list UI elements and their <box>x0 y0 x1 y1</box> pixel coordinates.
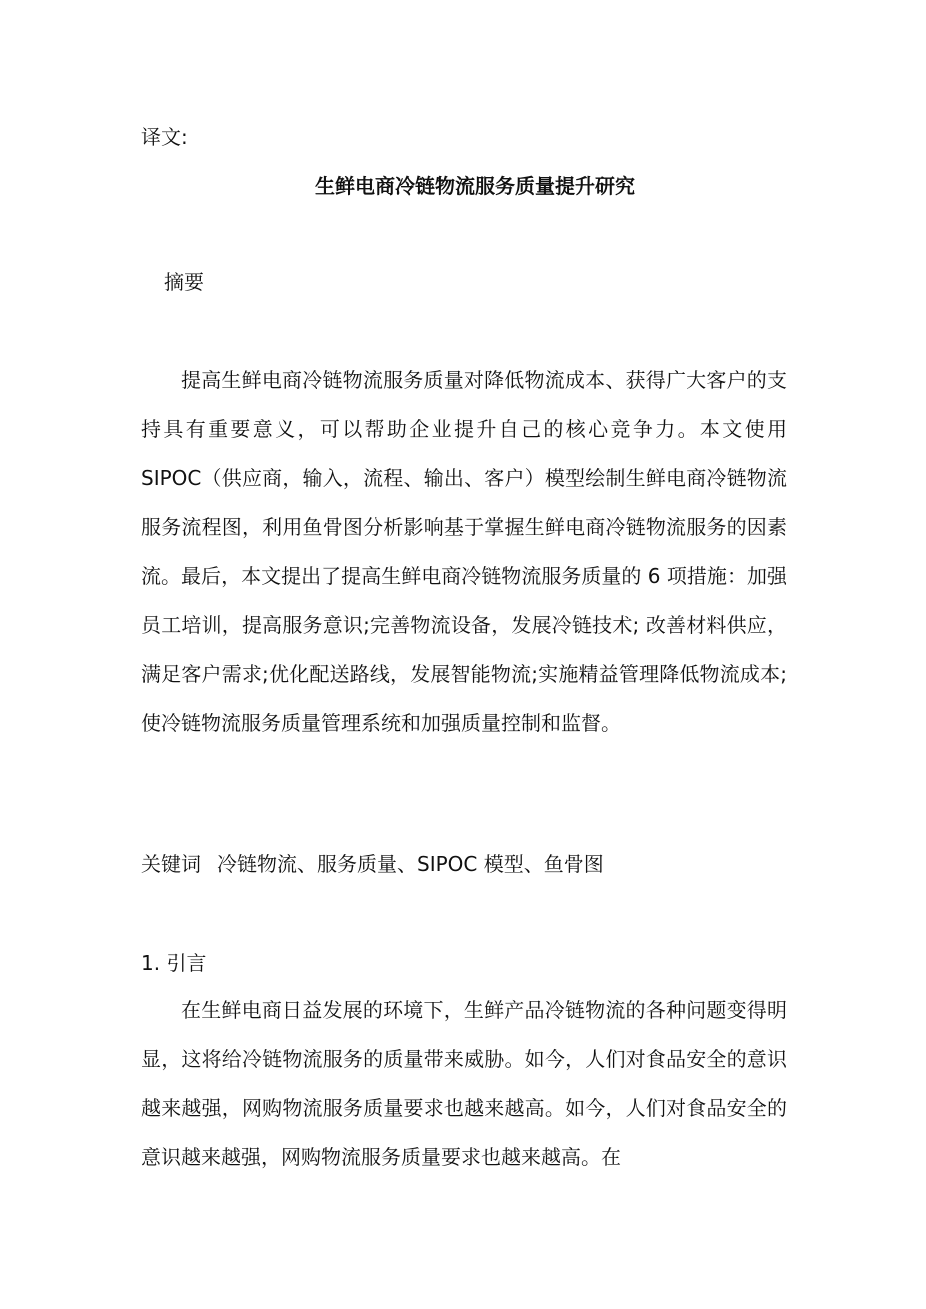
paper-title: 生鲜电商冷链物流服务质量提升研究 <box>315 174 635 198</box>
keywords-text: 冷链物流、服务质量、SIPOC 模型、鱼骨图 <box>217 852 604 876</box>
section-heading-introduction: 1. 引言 <box>141 951 207 975</box>
keywords-line <box>141 851 604 877</box>
introduction-paragraph: 在生鲜电商日益发展的环境下，生鲜产品冷链物流的各种问题变得明显，这将给冷链物流服务的质量带来威胁。如今，人们对食品安全的意识越来越强，网购物流服务质量要求也越来越高。如今，人们对食品安全的意识越来越强，网购物流服务质量要求也越来越高。在 <box>141 998 787 1169</box>
keywords-label: 关键词 <box>141 852 201 876</box>
abstract-paragraph: 提高生鲜电商冷链物流服务质量对降低物流成本、获得广大客户的支持具有重要意义，可以帮助企业提升自己的核心竞争力。本文使用 SIPOC（供应商，输入，流程、输出、客户）模型绘制生鲜电商冷链物流服务流程图，利用鱼骨图分析影响基于掌握生鲜电商冷链物流服务的因素流。最后，本文提出了提高生鲜电商冷链物流服务质量的 6 项措施：加强员工培训，提高服务意识;完善物流设备，发展冷链技术; 改善材料供应，满足客户需求;优化配送路线，发展智能物流;实施精益管理降低物流成本;使冷链物流服务质量管理系统和加强质量控制和监督。 <box>141 368 787 735</box>
translation-label: 译文: <box>141 125 188 149</box>
abstract-heading: 摘要 <box>164 270 204 294</box>
